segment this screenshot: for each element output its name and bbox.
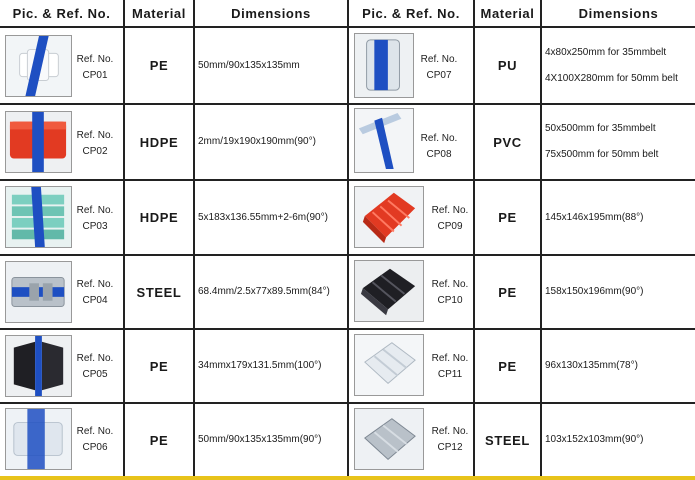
white-corner-protector-blue-strap-icon xyxy=(5,35,72,97)
steel-ribbed-corner-icon xyxy=(354,408,424,470)
ref-label: Ref. No. xyxy=(420,54,458,65)
material-value: PE xyxy=(498,358,517,374)
ref-label: Ref. No. xyxy=(431,205,469,216)
dimensions-value xyxy=(198,256,346,328)
material-value: PE xyxy=(149,358,169,374)
dimensions-value xyxy=(545,181,695,254)
dimension-line: 96x130x135mm(78°) xyxy=(545,360,638,371)
header-pic-ref: Pic. & Ref. No. xyxy=(12,6,111,21)
ref-label: Ref. No. xyxy=(76,279,114,290)
red-ribbed-corner-icon xyxy=(354,186,424,248)
dimensions-value xyxy=(545,330,695,402)
dimension-line: 50x500mm for 35mmbelt xyxy=(545,123,656,134)
ref-label: Ref. No. xyxy=(76,426,114,437)
column-divider xyxy=(540,0,542,478)
column-divider xyxy=(193,0,195,478)
ref-code: CP06 xyxy=(82,442,108,453)
dimensions-value xyxy=(545,105,695,179)
ref-code: CP04 xyxy=(82,295,108,306)
dimension-line: 103x152x103mm(90°) xyxy=(545,434,644,445)
bottom-accent-bar xyxy=(0,476,695,480)
dimensions-value xyxy=(198,28,346,103)
material-value: PU xyxy=(497,58,518,73)
ref-label: Ref. No. xyxy=(76,353,114,364)
dimension-line: 34mmx179x131.5mm(100°) xyxy=(198,360,322,371)
material-value: PVC xyxy=(493,134,522,150)
ref-code: CP01 xyxy=(82,70,108,81)
dimension-line: 50mm/90x135x135mm xyxy=(198,59,300,71)
dimensions-value xyxy=(545,404,695,476)
dimensions-value xyxy=(545,28,695,103)
dimensions-value xyxy=(198,105,346,179)
dimension-line: 4X100X280mm for 50mm belt xyxy=(545,72,678,84)
ref-code: CP11 xyxy=(437,369,463,380)
dimension-line: 2mm/19x190x190mm(90°) xyxy=(198,136,316,147)
dimension-line: 50mm/90x135x135mm(90°) xyxy=(198,434,322,445)
material-value: PE xyxy=(149,58,169,73)
dimensions-value xyxy=(545,256,695,328)
column-divider xyxy=(347,0,349,478)
ref-code: CP07 xyxy=(426,70,452,81)
header-material-right: Material xyxy=(480,6,535,21)
material-value: HDPE xyxy=(139,134,179,150)
material-value: PE xyxy=(498,210,517,225)
dimensions-value xyxy=(198,181,346,254)
teal-stacked-corner-protector-icon xyxy=(5,186,72,248)
dimension-line: 145x146x195mm(88°) xyxy=(545,211,644,223)
ref-label: Ref. No. xyxy=(431,426,469,437)
material-value: PE xyxy=(498,284,517,300)
dimension-line: 75x500mm for 50mm belt xyxy=(545,149,659,160)
ref-code: CP03 xyxy=(82,221,108,232)
ref-label: Ref. No. xyxy=(76,130,114,141)
header-pic-ref-right: Pic. & Ref. No. xyxy=(362,6,460,21)
dimension-line: 4x80x250mm for 35mmbelt xyxy=(545,46,667,58)
dimension-line: 68.4mm/2.5x77x89.5mm(84°) xyxy=(198,286,330,297)
dimensions-value xyxy=(198,404,346,476)
ref-code: CP05 xyxy=(82,369,108,380)
material-value: STEEL xyxy=(136,284,182,300)
ref-label: Ref. No. xyxy=(76,54,114,65)
ref-label: Ref. No. xyxy=(431,279,469,290)
black-corner-protector-icon xyxy=(5,335,72,397)
header-dimensions-right: Dimensions xyxy=(578,6,659,21)
dimension-line: 5x183x136.55mm+2-6m(90°) xyxy=(198,211,328,223)
ref-code: CP09 xyxy=(437,221,463,232)
header-material: Material xyxy=(132,6,186,21)
clear-ribbed-corner-icon xyxy=(354,334,424,396)
ref-label: Ref. No. xyxy=(76,205,114,216)
dimensions-value xyxy=(198,330,346,402)
ref-label: Ref. No. xyxy=(420,133,458,144)
red-corner-protector-icon xyxy=(5,111,72,173)
ref-code: CP10 xyxy=(437,295,463,306)
frosted-corner-protector-icon xyxy=(5,408,72,470)
material-value: STEEL xyxy=(485,432,530,448)
material-value: PE xyxy=(149,432,169,448)
header-dimensions: Dimensions xyxy=(231,6,311,21)
ref-code: CP12 xyxy=(437,442,463,453)
ref-code: CP02 xyxy=(82,146,108,157)
material-value: HDPE xyxy=(139,210,179,225)
steel-corner-protector-icon xyxy=(5,261,72,323)
ref-label: Ref. No. xyxy=(431,353,469,364)
black-ribbed-corner-icon xyxy=(354,260,424,322)
ref-code: CP08 xyxy=(426,149,452,160)
pu-edge-sleeve-icon xyxy=(354,33,414,98)
dimension-line: 158x150x196mm(90°) xyxy=(545,286,644,297)
pvc-edge-strip-icon xyxy=(354,108,414,173)
